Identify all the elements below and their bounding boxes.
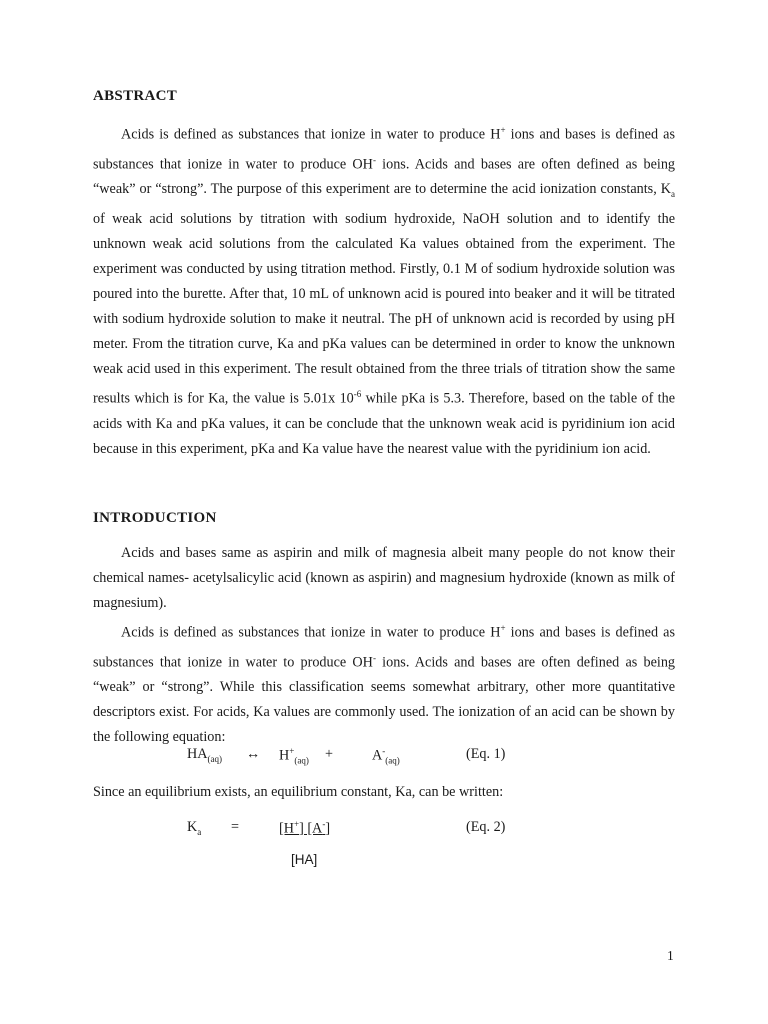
equation-2-denominator: [HA] (291, 852, 318, 867)
introduction-paragraph-1: Acids and bases same as aspirin and milk of magnesia albeit many people do not know their chemical names- acetylsalicylic acid (known as aspirin) and magnesium hydroxide (known as milk of magnesium). (93, 545, 675, 611)
abstract-heading: ABSTRACT (93, 88, 178, 104)
page-number: 1 (667, 948, 674, 963)
equation-1-label: (Eq. 1) (466, 746, 506, 762)
introduction-paragraph-2: Acids is defined as substances that ionize in water to produce H+ ions and bases is defined as substances that ionize in water to produce OH- ions. Acids and bases are often defined as being “weak” or “strong”. While this classification seems somewhat arbitrary, other more quantitative descriptors exist. For acids, Ka values are commonly used. The ionization of an acid can be shown by the following equation: (93, 623, 676, 746)
introduction-heading: INTRODUCTION (93, 510, 217, 526)
document-page: ABSTRACT Acids is defined as substances that ionize in water to produce H+ ions and bases is defined as substances that ionize in water to produce OH- ions. Acids and bases are often defined as being “weak” or “strong”. The purpose of this experiment are to determine the acid ionization constants, $K_a$ of weak acid solutions by titration with sodium hydroxide, NaOH solution and to identify the unknown weak acid solutions from the calculated Ka values obtained from the experiment. The experiment was conducted by using titration method. Firstly, 0.1 M of sodium hydroxide solution was poured into the burette. After that, 10 mL of unknown acid is poured into beaker and it will be titrated with sodium hydroxide solution to make it neutral. The pH of unknown acid is recorded by using pH meter. From the titration curve, Ka and pKa values can be determined in order to know the unknown weak acid used in this experiment. The result obtained from the three trials of titration show the same results which is for Ka, the value is 5.01x $10^{-6}$ while pKa is 5.3. Therefore, based on the table of the acids with Ka and pKa values, it can be conclude that the unknown weak acid is pyridinium ion acid because in this experiment, pKa and Ka value have the nearest value with the pyridinium ion acid. INTRODUCTION Acids and bases same as aspirin and milk of magnesia albeit many people do not know their chemical names- acetylsalicylic acid (known as aspirin) and magnesium hydroxide (known as milk of magnesium). Acids is defined as substances that ionize in water to produce H+ ions and bases is defined as substances that ionize in water to produce OH- ions. Acids and bases are often defined as being “weak” or “strong”. While this classification seems somewhat arbitrary, other more quantitative descriptors exist. For acids, Ka values are commonly used. The ionization of an acid can be shown by the following equation: $HA_{(aq)}$ ↔ $H^+_{(aq)}$ + $A^-_{(aq)}$ (Eq. 1) Since an equilibrium exists, an equilibrium constant, Ka, can be written: $K_a$ = [H+] [A-] (Eq. 2) [HA] 1 (93, 88, 676, 963)
equation-2-label: (Eq. 2) (466, 819, 506, 835)
abstract-paragraph: Acids is defined as substances that ionize in water to produce H+ ions and bases is defined as substances that ionize in water to produce OH- ions. Acids and bases are often defined as being “weak” or “strong”. The purpose of this experiment are to determine the acid ionization constants, $K_a$ of weak acid solutions by titration with sodium hydroxide, NaOH solution and to identify the unknown weak acid solutions from the calculated Ka values obtained from the experiment. The experiment was conducted by using titration method. Firstly, 0.1 M of sodium hydroxide solution was poured into the burette. After that, 10 mL of unknown acid is poured into beaker and it will be titrated with sodium hydroxide solution to make it neutral. The pH of unknown acid is recorded by using pH meter. From the titration curve, Ka and pKa values can be determined in order to know the unknown weak acid used in this experiment. The result obtained from the three trials of titration show the same results which is for Ka, the value is 5.01x $10^{-6}$ while pKa is 5.3. Therefore, based on the table of the acids with Ka and pKa values, it can be conclude that the unknown weak acid is pyridinium ion acid because in this experiment, pKa and Ka value have the nearest value with the pyridinium ion acid. (93, 125, 676, 458)
equilibrium-sentence: Since an equilibrium exists, an equilibrium constant, Ka, can be written: (93, 784, 504, 800)
